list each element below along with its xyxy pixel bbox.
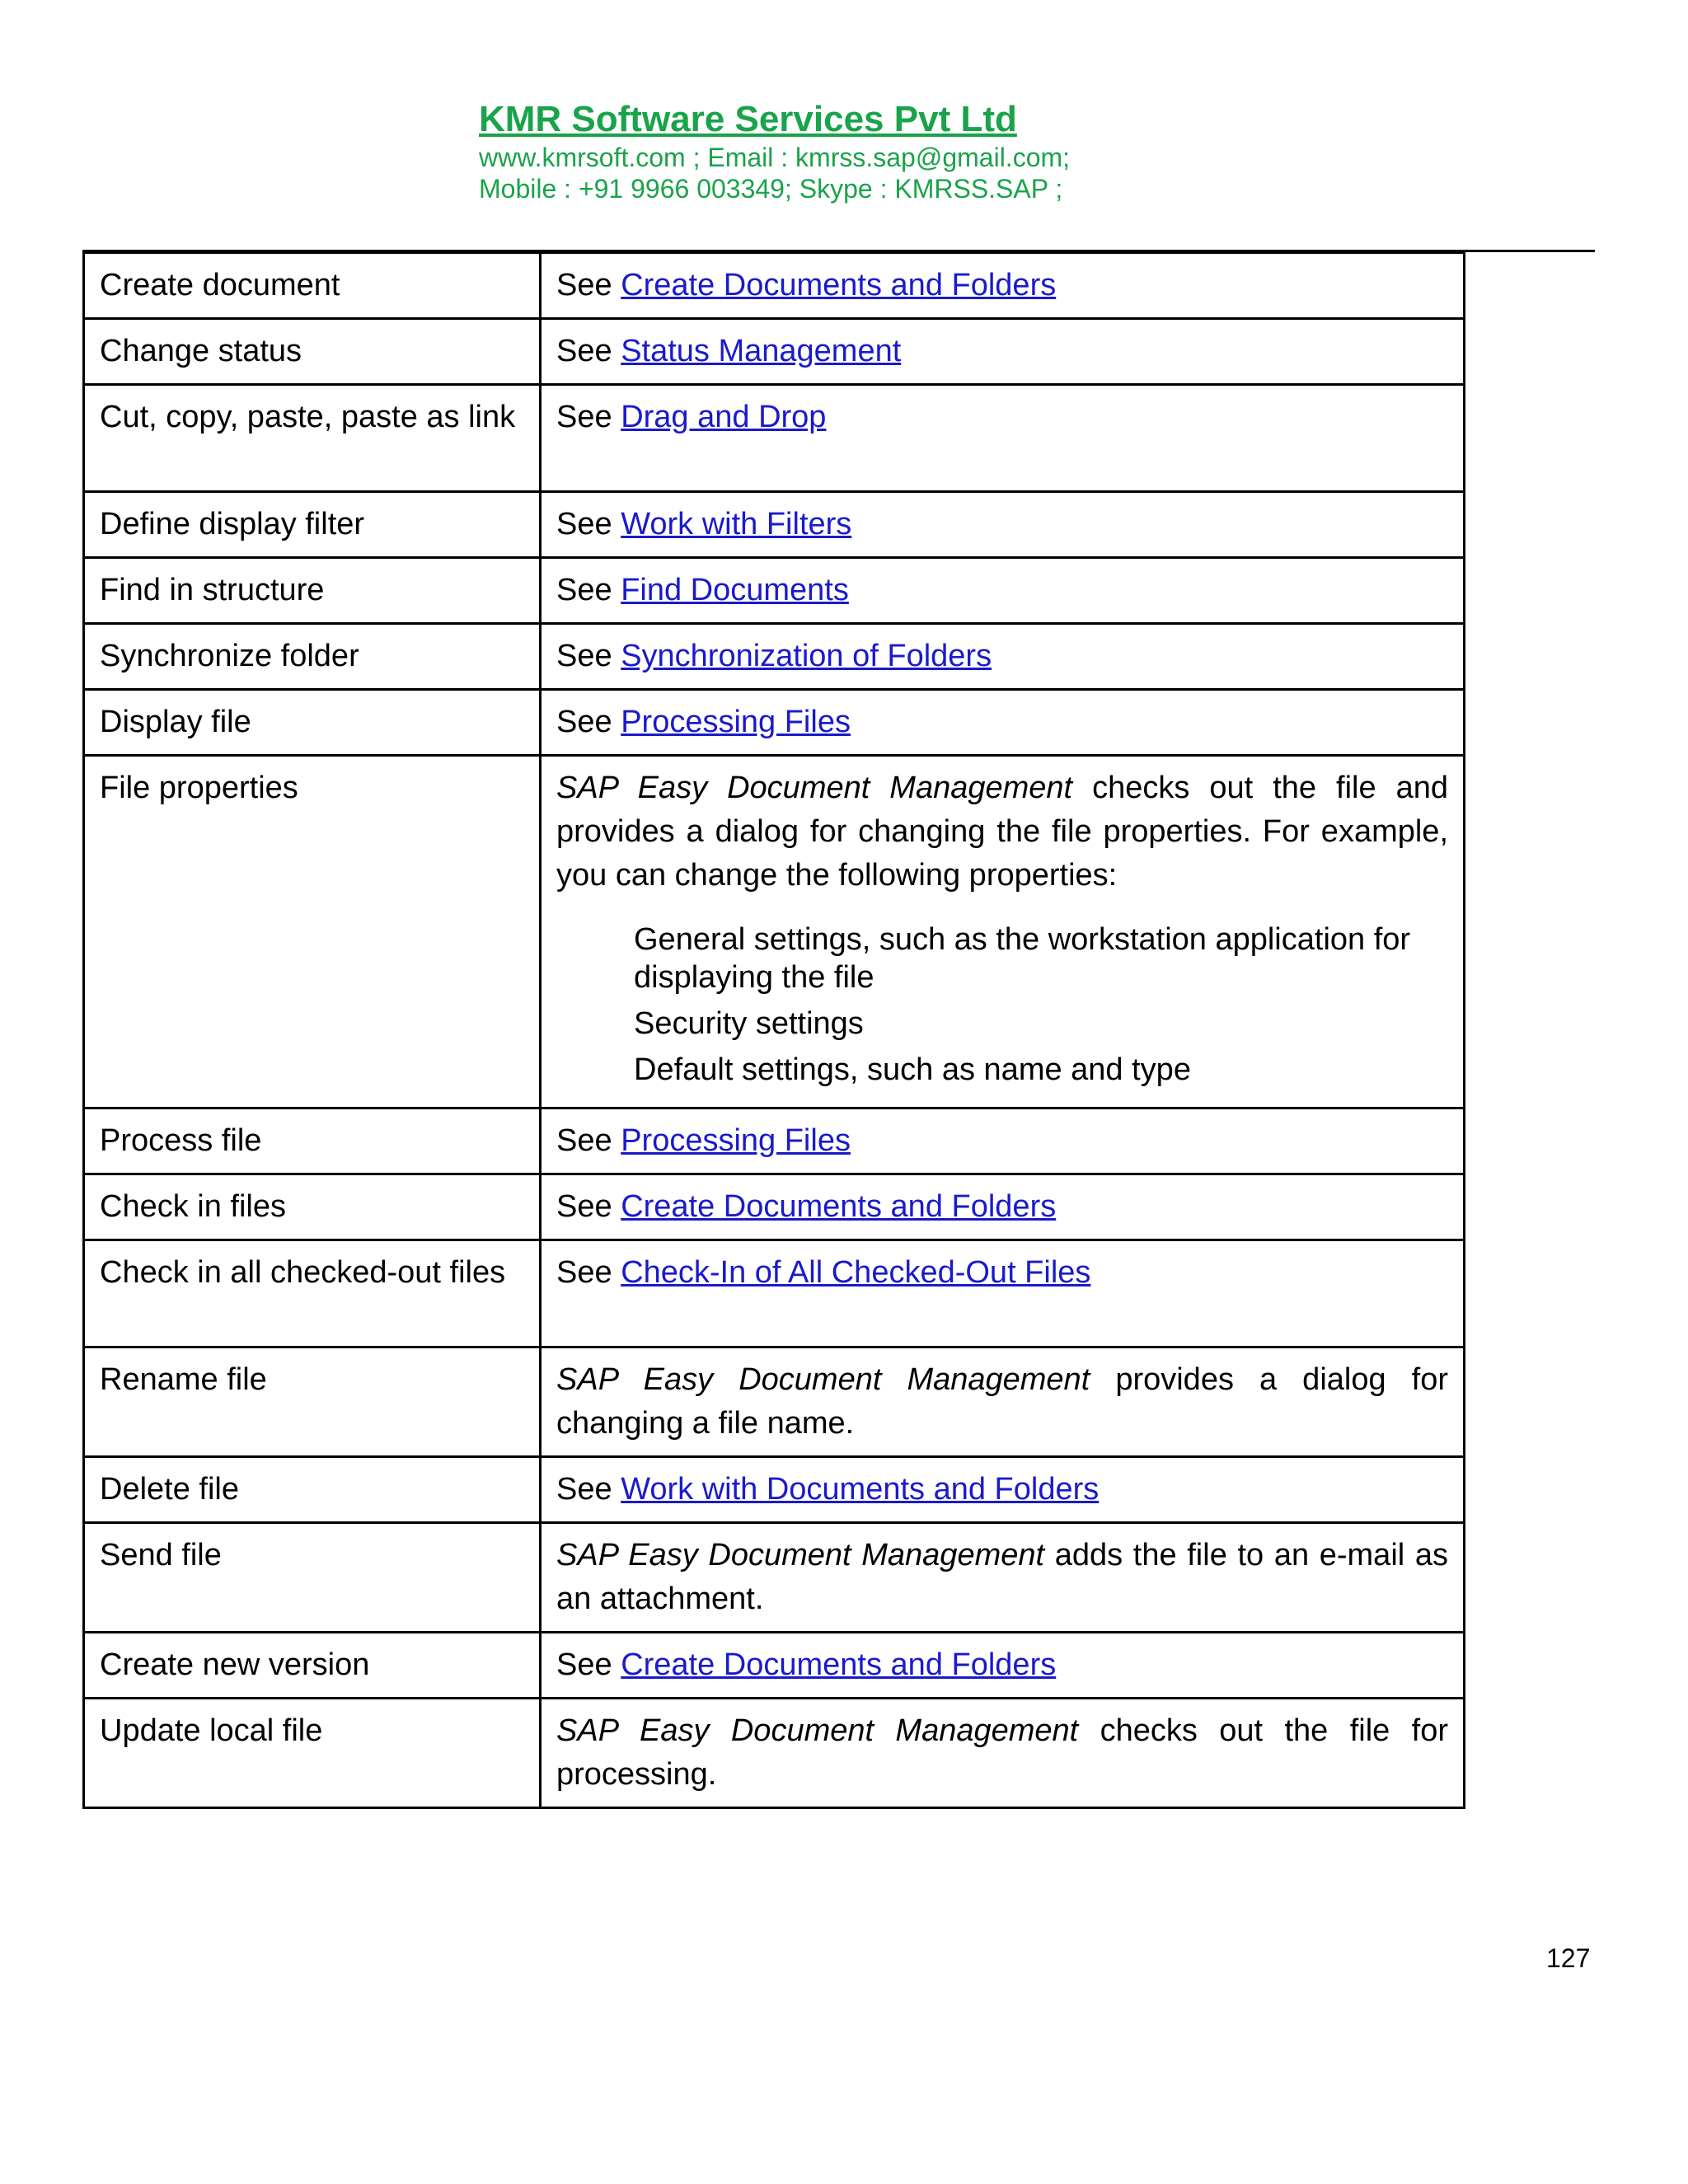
see-label: See <box>556 705 612 739</box>
table-row <box>84 1699 1465 1808</box>
description-cell <box>541 492 1465 558</box>
description-text: adds the file to an e-mail as an attachment. <box>556 1538 1448 1616</box>
table-row <box>84 1523 1465 1633</box>
functions-table <box>82 251 1465 1809</box>
table-row <box>84 1240 1465 1347</box>
product-name: SAP Easy Document Management <box>556 1713 1079 1748</box>
description-cell <box>541 1174 1465 1240</box>
description-cell <box>541 253 1465 319</box>
table-row <box>84 1174 1465 1240</box>
action-cell: Create document <box>84 253 541 319</box>
description-cell <box>541 319 1465 385</box>
table-row <box>84 624 1465 690</box>
table-row <box>84 1457 1465 1523</box>
see-label: See <box>556 400 612 434</box>
table-row <box>84 253 1465 319</box>
see-label: See <box>556 639 612 673</box>
description-cell <box>541 624 1465 690</box>
see-label: See <box>556 1123 612 1158</box>
description-cell <box>541 690 1465 756</box>
description-cell <box>541 385 1465 492</box>
see-label: See <box>556 1647 612 1682</box>
table-row <box>84 1633 1465 1699</box>
table-row <box>84 1108 1465 1174</box>
table-row <box>84 385 1465 492</box>
table-row <box>84 558 1465 624</box>
table-row <box>84 690 1465 756</box>
product-name: SAP Easy Document Management <box>556 1538 1045 1572</box>
description-cell <box>541 756 1465 1108</box>
description-cell <box>541 1633 1465 1699</box>
action-cell: File properties <box>84 756 541 1108</box>
link-status-management[interactable]: Status Management <box>621 334 902 368</box>
action-cell: Create new version <box>84 1633 541 1699</box>
action-cell: Check in all checked-out files <box>84 1240 541 1347</box>
action-cell: Synchronize folder <box>84 624 541 690</box>
description-cell <box>541 1347 1465 1457</box>
link-find-documents[interactable]: Find Documents <box>621 573 849 607</box>
contact-phone-skype: Mobile : +91 9966 003349; Skype : KMRSS.SAP ; <box>479 174 1063 204</box>
action-cell: Rename file <box>84 1347 541 1457</box>
action-cell: Find in structure <box>84 558 541 624</box>
description-text: checks out the file for processing. <box>556 1713 1448 1792</box>
list-item: General settings, such as the workstation application for displaying the file <box>634 922 1411 995</box>
link-check-in-all-checked-out-files[interactable]: Check-In of All Checked-Out Files <box>621 1255 1091 1290</box>
description-cell <box>541 1108 1465 1174</box>
action-cell: Delete file <box>84 1457 541 1523</box>
action-cell: Process file <box>84 1108 541 1174</box>
see-label: See <box>556 334 612 368</box>
properties-list <box>556 921 1448 1089</box>
link-create-documents-and-folders[interactable]: Create Documents and Folders <box>621 268 1057 302</box>
link-create-documents-and-folders[interactable]: Create Documents and Folders <box>621 1189 1057 1224</box>
action-cell: Check in files <box>84 1174 541 1240</box>
table-row <box>84 492 1465 558</box>
list-item: Security settings <box>634 1006 864 1041</box>
product-name: SAP Easy Document Management <box>556 1362 1090 1397</box>
action-cell: Display file <box>84 690 541 756</box>
see-label: See <box>556 507 612 541</box>
description-text: checks out the file and provides a dialog for changing the file properties. For example, you can change the following properties: <box>556 771 1448 893</box>
action-cell: Update local file <box>84 1699 541 1808</box>
description-text: provides a dialog for changing a file name. <box>556 1362 1449 1441</box>
link-drag-and-drop[interactable]: Drag and Drop <box>621 400 827 434</box>
list-item: Default settings, such as name and type <box>634 1052 1191 1087</box>
page-number: 127 <box>1546 1943 1591 1973</box>
description-cell <box>541 1699 1465 1808</box>
contact-web-email: www.kmrsoft.com ; Email : kmrss.sap@gmail.com; <box>479 143 1071 172</box>
see-label: See <box>556 1189 612 1224</box>
description-cell <box>541 558 1465 624</box>
table-row <box>84 1347 1465 1457</box>
product-name: SAP Easy Document Management <box>556 771 1073 805</box>
link-processing-files[interactable]: Processing Files <box>621 1123 851 1158</box>
letterhead <box>479 97 1070 204</box>
link-processing-files[interactable]: Processing Files <box>621 705 851 739</box>
table-row <box>84 756 1465 1108</box>
action-cell: Define display filter <box>84 492 541 558</box>
see-label: See <box>556 1255 612 1290</box>
description-cell <box>541 1240 1465 1347</box>
link-synchronization-of-folders[interactable]: Synchronization of Folders <box>621 639 992 673</box>
company-name: KMR Software Services Pvt Ltd <box>479 99 1017 139</box>
link-work-with-documents-and-folders[interactable]: Work with Documents and Folders <box>621 1472 1100 1507</box>
see-label: See <box>556 1472 612 1507</box>
see-label: See <box>556 573 612 607</box>
action-cell: Cut, copy, paste, paste as link <box>84 385 541 492</box>
link-work-with-filters[interactable]: Work with Filters <box>621 507 852 541</box>
action-cell: Send file <box>84 1523 541 1633</box>
description-cell <box>541 1457 1465 1523</box>
link-create-documents-and-folders[interactable]: Create Documents and Folders <box>621 1647 1057 1682</box>
description-cell <box>541 1523 1465 1633</box>
see-label: See <box>556 268 612 302</box>
table-row <box>84 319 1465 385</box>
action-cell: Change status <box>84 319 541 385</box>
